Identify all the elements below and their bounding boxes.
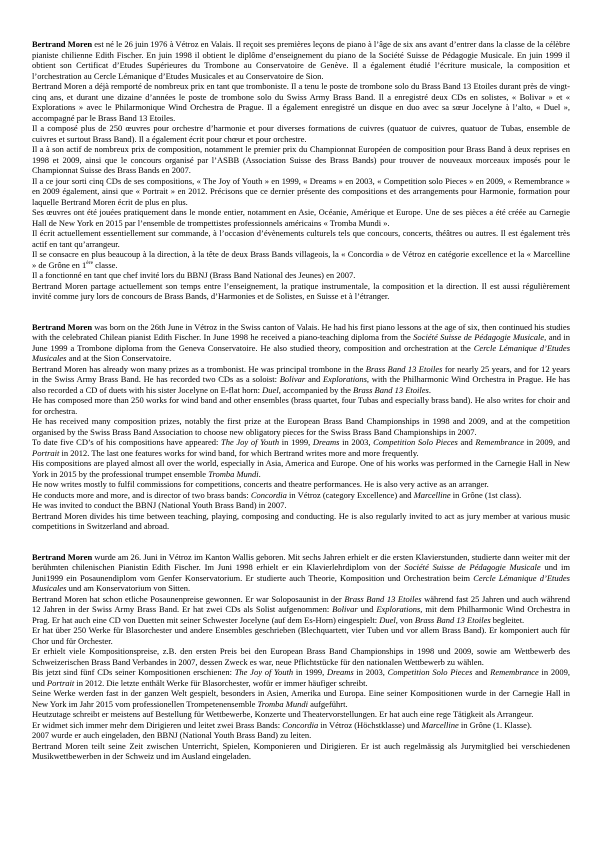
paragraph [32, 281, 570, 302]
text-run: Explorations [322, 374, 367, 384]
text-run: Brass Band 13 Etoiles [353, 384, 429, 395]
text-run: in 2012. The last one features works for wind band, for which Bertrand writes more and more frequently. [59, 447, 419, 458]
paragraph [32, 437, 570, 458]
text-run: He has composed more than 250 works for wind band and other ensembles (brass quartet, four Tubas and especially brass band). He also writes for choir and for orchestra. [32, 395, 570, 416]
paragraph [32, 730, 570, 741]
text-run: Portrait [32, 447, 60, 458]
paragraph [32, 270, 570, 281]
text-run: He now writes mostly to fulfil commissions for competitions, concerts and theatre performances. He is also very active as an arranger. [32, 479, 489, 489]
text-run: and [472, 667, 491, 677]
text-run: während fast 25 Jahren und auch während 12 Jahren in der Swiss Army Brass Band. Er hat zwei CDs als Solist aufgenommen: [32, 593, 570, 614]
text-run: 2007 wurde er auch eingeladen, den BBNJ (National Youth Brass Band) zu leiten. [32, 730, 312, 740]
paragraph [32, 144, 570, 176]
text-run: Marcelline [421, 719, 459, 730]
paragraph [32, 625, 570, 646]
paragraph [32, 479, 570, 490]
paragraph [32, 207, 570, 228]
text-run: Bolivar [332, 604, 358, 614]
text-run: Il a à son actif de nombreux prix de composition, notamment le premier prix du Championnat Européen de composition pour Brass Band à deux reprises en 1998 et 2009, ainsi que le concours organisé par l’ASBB (Association Suisse des Brass Bands) pour trouver de nouveaux morceaux imposés pour le Championnat Suisse des Brass Bands en 2007. [32, 144, 570, 175]
text-run: in 2003, [353, 667, 388, 677]
text-run: Société Suisse de Pédagogie Musicale [404, 562, 541, 572]
text-run: Ses œuvres ont été jouées pratiquement dans le monde entier, notamment en Asie, Océanie, Amérique et Europe. Une de ses pièces a été créée au Carnegie Hall de New York en 2015 par l’ensemble de trompettistes professionnels américains « Tromba Mundi ». [32, 207, 570, 228]
text-run: Il a ce jour sorti cinq CDs de ses compositions, « The Joy of Youth » en 1999, « Dreams » en 2003, « Competition solo Pieces » en 2009, « Remembrance » en 2009 également, ainsi que « Portrait » en 2012. Précisons que ce dernier présente des compositions et des arrangements pour Harmonie, formation pour laquelle Bertrand Moren écrit de plus en plus. [32, 175, 570, 207]
paragraph [32, 416, 570, 437]
paragraph [32, 552, 570, 594]
text-run: Remembrance [490, 667, 539, 677]
text-run: , accompanied by the [278, 384, 354, 395]
text-run: in 2003, [339, 437, 374, 447]
text-run: Concordia [250, 489, 287, 500]
paragraph [32, 646, 570, 667]
paragraph [32, 741, 570, 762]
text-run: Il a fonctionné en tant que chef invité lors du BBNJ (Brass Band National des Jeunes) en 2007. [32, 270, 356, 280]
text-run: Il a composé plus de 250 œuvres pour orchestre d’harmonie et pour diverses formations de cuivres (quatuor de cuivres, quatuor de Tubas, ensemble de cuivres et surtout Brass Band). Il a également écrit pour chœur et pour orchestre. [32, 123, 570, 144]
text-run: Competition Solo Pieces [387, 667, 473, 677]
paragraph [32, 81, 570, 123]
text-run: Brass Band 13 Etoiles [365, 363, 443, 374]
paragraph [32, 500, 570, 511]
paragraph [32, 395, 570, 416]
text-run: Er widmet sich immer mehr dem Dirigieren und leitet zwei Brass Bands: [32, 719, 283, 730]
text-run: in 1999, [293, 667, 328, 677]
text-run: . [428, 384, 431, 395]
text-run: Duel [379, 614, 396, 625]
text-run: Portrait [46, 677, 75, 688]
text-run: Explorations [376, 604, 421, 614]
text-run: Il se consacre en plus beaucoup à la direction, à la tête de deux Brass Bands villageois, la « Concordia » de Vétroz en catégorie excellence et la « Marcelline » de Grône en 1 [32, 249, 570, 270]
text-run: Bertrand Moren has already won many prizes as a trombonist. He was principal trombone in the [32, 363, 366, 374]
text-run: Bertrand Moren [32, 321, 93, 332]
text-run: and at the Sion Conservatoire. [66, 353, 172, 363]
text-run: Marcelline [413, 489, 451, 500]
text-run: Cercle Lémanique d’Etudes Musicales [32, 342, 570, 363]
text-run: in Grône (1st class). [450, 489, 522, 500]
paragraph [32, 594, 570, 626]
paragraph [32, 688, 570, 709]
text-run: Duel [262, 384, 279, 395]
text-run: ère [86, 259, 94, 266]
paragraph [32, 228, 570, 249]
text-run: Dreams [327, 667, 354, 677]
paragraph [32, 176, 570, 208]
biography-section-french [32, 39, 570, 302]
text-run: . [258, 468, 261, 479]
text-run: His compositions are played almost all over the world, especially in Asia, America and Europe. One of his works was performed in the Carnegie Hall in New York in 2015 by the professional trumpet ensemble [32, 458, 570, 479]
biography-section-english [32, 322, 570, 532]
text-run: Brass Band 13 Etoiles [344, 593, 422, 604]
text-run: Remembrance [475, 437, 524, 447]
text-run: He has received many composition prizes, notably the first prize at the European Brass Band Championships in 1998 and 2009, and at the competition organised by the Swiss Brass Band Association to choose new obligatory pieces for the Swiss Brass Band Championships in 2007. [32, 416, 570, 437]
text-run: in Grône (1. Klasse). [458, 719, 532, 730]
text-run: The Joy of Youth [234, 667, 294, 677]
text-run: in Vétroz (Höchstklasse) und [318, 719, 422, 730]
text-run: Bertrand Moren [32, 551, 93, 562]
text-run: Seine Werke werden fast in der ganzen Welt gespielt, besonders in Asien, Amerika und Europa. Eine seiner Kompositionen wurde in der Carnegie Hall in New York im Jahr 2015 vom professionellen Trompetenensemble [32, 688, 570, 709]
text-run: Bertrand Moren [32, 39, 93, 49]
text-run: Bertrand Moren hat schon etliche Posaunenpreise gewonnen. Er war Soloposaunist in der [32, 593, 345, 604]
text-run: for nearly 25 years, and for 12 years in the Swiss Army Brass Band. He has recorded two CDs as a soloist: [32, 363, 570, 384]
text-run: , mit dem Philharmonic Wind Orchestra in Prag. Er hat auch eine CD von Duetten mit seiner Schwester Jocelyne (auf dem Es-Horn) eingespielt: [32, 604, 570, 625]
text-run: Société Suisse de Pédagogie Musicale [413, 332, 545, 342]
text-run: The Joy of Youth [220, 437, 280, 447]
text-run: Heutzutage schreibt er meistens auf Bestellung für Wettbewerbe, Konzerte und Theatervorstellungen. Er hat auch eine rege Tätigkeit als Arrangeur. [32, 709, 534, 719]
paragraph [32, 249, 570, 270]
paragraph [32, 490, 570, 501]
text-run: Concordia [282, 719, 319, 730]
text-run: Bertrand Moren a déjà remporté de nombreux prix en tant que tromboniste. Il a tenu le poste de trombone solo du Brass Band 13 Etoiles durant près de vingt-cinq ans, et durant une dizaine d’années le poste de trombone solo du Swiss Army Brass Band. Il a enregistré deux CDs en solistes, « Bolivar » et « Explorations » avec le Philarmonique Wind Orchestra de Prague. Il a également enregistré un disque en duo avec sa sœur Jocelyne à l’alto, « Duel », accompagné par le Brass Band 13 Etoiles. [32, 81, 570, 123]
text-run: , von [395, 614, 415, 625]
paragraph [32, 364, 570, 396]
text-run: , with the Philharmonic Wind Orchestra in Prague. He has also recorded a CD of duets with his sister Jocelyne on E-flat horn: [32, 374, 570, 395]
text-run: Dreams [312, 437, 340, 447]
text-run: und am Konservatorium von Sitten. [66, 583, 191, 593]
text-run: est né le 26 juin 1976 à Vétroz en Valais. Il reçoit ses premières leçons de piano à l’âge de six ans avant d’entrer dans la classe de la célèbre pianiste chilienne Edith Fischer. En juin 1998 il obtient le diplôme d’enseignement du piano de la Société Suisse de Pédagogie Musicale. En juin 1999 il obtient son Certificat d’Etudes Supérieures du Trombone au Conservatoire de Genève. Il a également étudié l’écriture musicale, la composition et l’orchestration au Cercle Lémanique d’Etudes Musicales et au Conservatoire de Sion. [32, 39, 571, 81]
text-run: He was invited to conduct the BBNJ (National Youth Brass Band) in 2007. [32, 500, 287, 510]
text-run: Er erhielt viele Kompositionspreise, z.B. den ersten Preis bei den European Brass Band Championships in 1998 und 2009, sowie am Wettbewerb des Schweizerischen Brass Band Verbandes in 2007, dessen Zweck es war, neue Pflichtstücke für den nationalen Wettbewerb zu wählen. [32, 646, 570, 667]
text-run: in Vétroz (category Excellence) and [286, 489, 414, 500]
text-run: Brass Band 13 Etoiles [414, 614, 491, 625]
text-run: , and in June 1999 a Trombone diploma from the Geneva Conservatoire. He also studied theory, composition and orchestration at the [32, 332, 570, 353]
text-run: and [457, 437, 476, 447]
paragraph [32, 39, 570, 81]
text-run: He conducts more and more, and is director of two brass bands: [32, 489, 251, 500]
text-run: Bertrand Moren teilt seine Zeit zwischen Unterricht, Spielen, Komponieren und Dirigieren. Er ist auch regelmässig als Jurymitglied bei verschiedenen Musikwettbewerben in der Schweiz und im Ausland eingeladen. [32, 740, 570, 761]
text-run: was born on the 26th June in Vétroz in the Swiss canton of Valais. He had his first piano lessons at the age of six, then continued his studies with the celebrated Chilean pianist Edith Fischer. In June 1998 he received a piano-teaching diploma from the [32, 321, 570, 342]
biography-section-german [32, 552, 570, 762]
text-run: Competition Solo Pieces [373, 437, 458, 447]
text-run: Bertrand Moren partage actuellement son temps entre l’enseignement, la pratique instrumentale, la composition et la direction. Il est aussi régulièrement invité comme jury lors de concours de Brass Bands, d’Harmonies et de Solistes, en Suisse et à l’étranger. [32, 280, 570, 301]
text-run: Bolivar [279, 374, 306, 384]
text-run: Cercle Lémanique d’Etudes Musicales [32, 572, 570, 593]
paragraph [32, 511, 570, 532]
text-run: aufgeführt. [307, 698, 348, 709]
paragraph [32, 720, 570, 731]
paragraph [32, 322, 570, 364]
text-run: and [305, 374, 323, 384]
text-run: in 1999, [279, 437, 313, 447]
text-run: classe. [93, 259, 118, 270]
text-run: und [357, 604, 377, 614]
paragraph [32, 667, 570, 688]
text-run: und im Juni1999 ein Posaunendiplom vom Genfer Konservatorium. Er studierte auch Theorie, Komposition und Orchestration beim [32, 562, 570, 583]
paragraph [32, 458, 570, 479]
text-run: Bis jetzt sind fünf CDs seiner Kompositionen erschienen: [32, 667, 235, 677]
paragraph [32, 123, 570, 144]
text-run: To date five CD’s of his compositions have appeared: [32, 437, 221, 447]
text-run: Tromba Mundi [257, 698, 308, 709]
text-run: wurde am 26. Juni in Vétroz im Kanton Wallis geboren. Mit sechs Jahren erhielt er die ersten Klavierstunden, studierte dann weiter mit der berühmten chilenischen Pianistin Edith Fischer. Im Juni 1998 erhielt er ein Klavierlehrdiplom von der [32, 551, 570, 572]
text-run: Er hat über 250 Werke für Blasorchester und andere Ensembles geschrieben (Blechquartett, vier Tuben und vor allem Brass Band). Er komponiert auch für Chor und für Orchester. [32, 625, 570, 646]
text-run: Tromba Mundi [208, 468, 259, 479]
text-run: in 2009, und [32, 667, 570, 688]
text-run: in 2012. Die letzte enthält Werke für Blasorchester, wofür er immer häufiger schreibt. [74, 677, 368, 688]
text-run: Il écrit actuellement essentiellement sur commande, à l’occasion d’évènements culturels tels que concours, concerts, théâtres ou autres. Il est également très actif en tant qu’arrangeur. [32, 228, 570, 249]
text-run: Bertrand Moren divides his time between teaching, playing, composing and conducting. He is also regularly invited to act as jury member at various music competitions in Switzerland and abroad. [32, 510, 570, 531]
paragraph [32, 709, 570, 720]
text-run: in 2009, and [524, 437, 570, 447]
text-run: begleitet. [490, 614, 525, 625]
